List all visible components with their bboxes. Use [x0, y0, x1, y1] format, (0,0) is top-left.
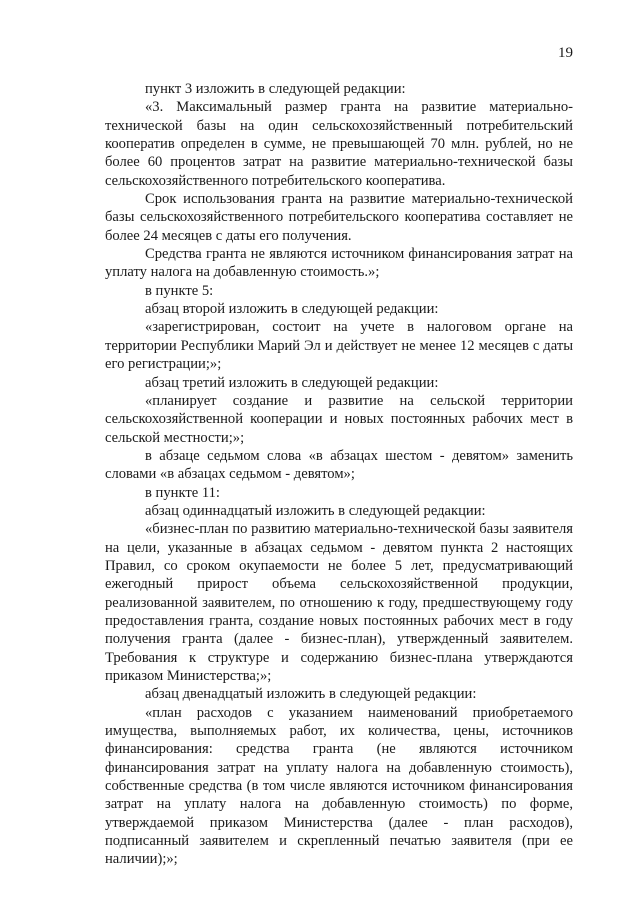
paragraph: в пункте 11: [145, 484, 220, 501]
paragraph: абзац третий изложить в следующей редакции: [145, 374, 439, 391]
paragraph: «планирует создание и развитие на сельской территории сельскохозяйственной кооперации и новых постоянных рабочих мест в сельской местности;»; [105, 392, 573, 446]
paragraph: «зарегистрирован, состоит на учете в налоговом органе на территории Республики Марий Эл и действует не менее 12 месяцев с даты его регистрации;»; [105, 319, 573, 373]
paragraph: Средства гранта не являются источником финансирования затрат на уплату налога на добавленную стоимость.»; [105, 246, 573, 281]
paragraph: пункт 3 изложить в следующей редакции: [145, 81, 406, 97]
paragraph: абзац второй изложить в следующей редакции: [145, 301, 439, 318]
page-number: 19 [558, 45, 573, 61]
paragraph: «план расходов с указанием наименований приобретаемого имущества, выполняемых работ, их количества, цены, источников финансирования: средства гранта (не являются источником финансирования затрат на уплату налога на добавленную стоимость), собственные средства (в том числе являются источником финансирования затрат на уплату налога на добавленную стоимость) по форме, утверждаемой приказом Министерства (далее - план расходов), подписанный заявителем и скрепленный печатью заявителя (при ее наличии);»; [105, 704, 573, 868]
paragraph: абзац одиннадцатый изложить в следующей редакции: [145, 502, 486, 519]
paragraph: Срок использования гранта на развитие материально-технической базы сельскохозяйственного потребительского кооператива составляет не более 24 месяцев с даты его получения. [105, 191, 573, 244]
paragraph: «3. Максимальный размер гранта на развитие материально-технической базы на один сельскохозяйственный потребительский кооператив определен в сумме, не превышающей 70 млн. рублей, но не более 60 процентов затрат на развитие материально-технической базы сельскохозяйственного потребительского кооператива. [105, 99, 573, 189]
document-body [105, 80, 573, 869]
paragraph: в пункте 5: [145, 282, 214, 299]
paragraph: абзац двенадцатый изложить в следующей редакции: [145, 686, 477, 703]
paragraph: в абзаце седьмом слова «в абзацах шестом - девятом» заменить словами «в абзацах седьмом - девятом»; [105, 447, 573, 483]
paragraph: «бизнес-план по развитию материально-технической базы заявителя на цели, указанные в абзацах седьмом - девятом пункта 2 настоящих Правил, со сроком окупаемости не более 5 лет, предусматривающий ежегодный прирост объема сельскохозяйственной продукции, реализованной заявителем, по отношению к году, предшествующему году предоставления гранта, создание новых постоянных рабочих мест в году получения гранта (далее - бизнес-план), утвержденный заявителем. Требования к структуре и содержанию бизнес-плана утверждаются приказом Министерства;»; [105, 521, 573, 684]
